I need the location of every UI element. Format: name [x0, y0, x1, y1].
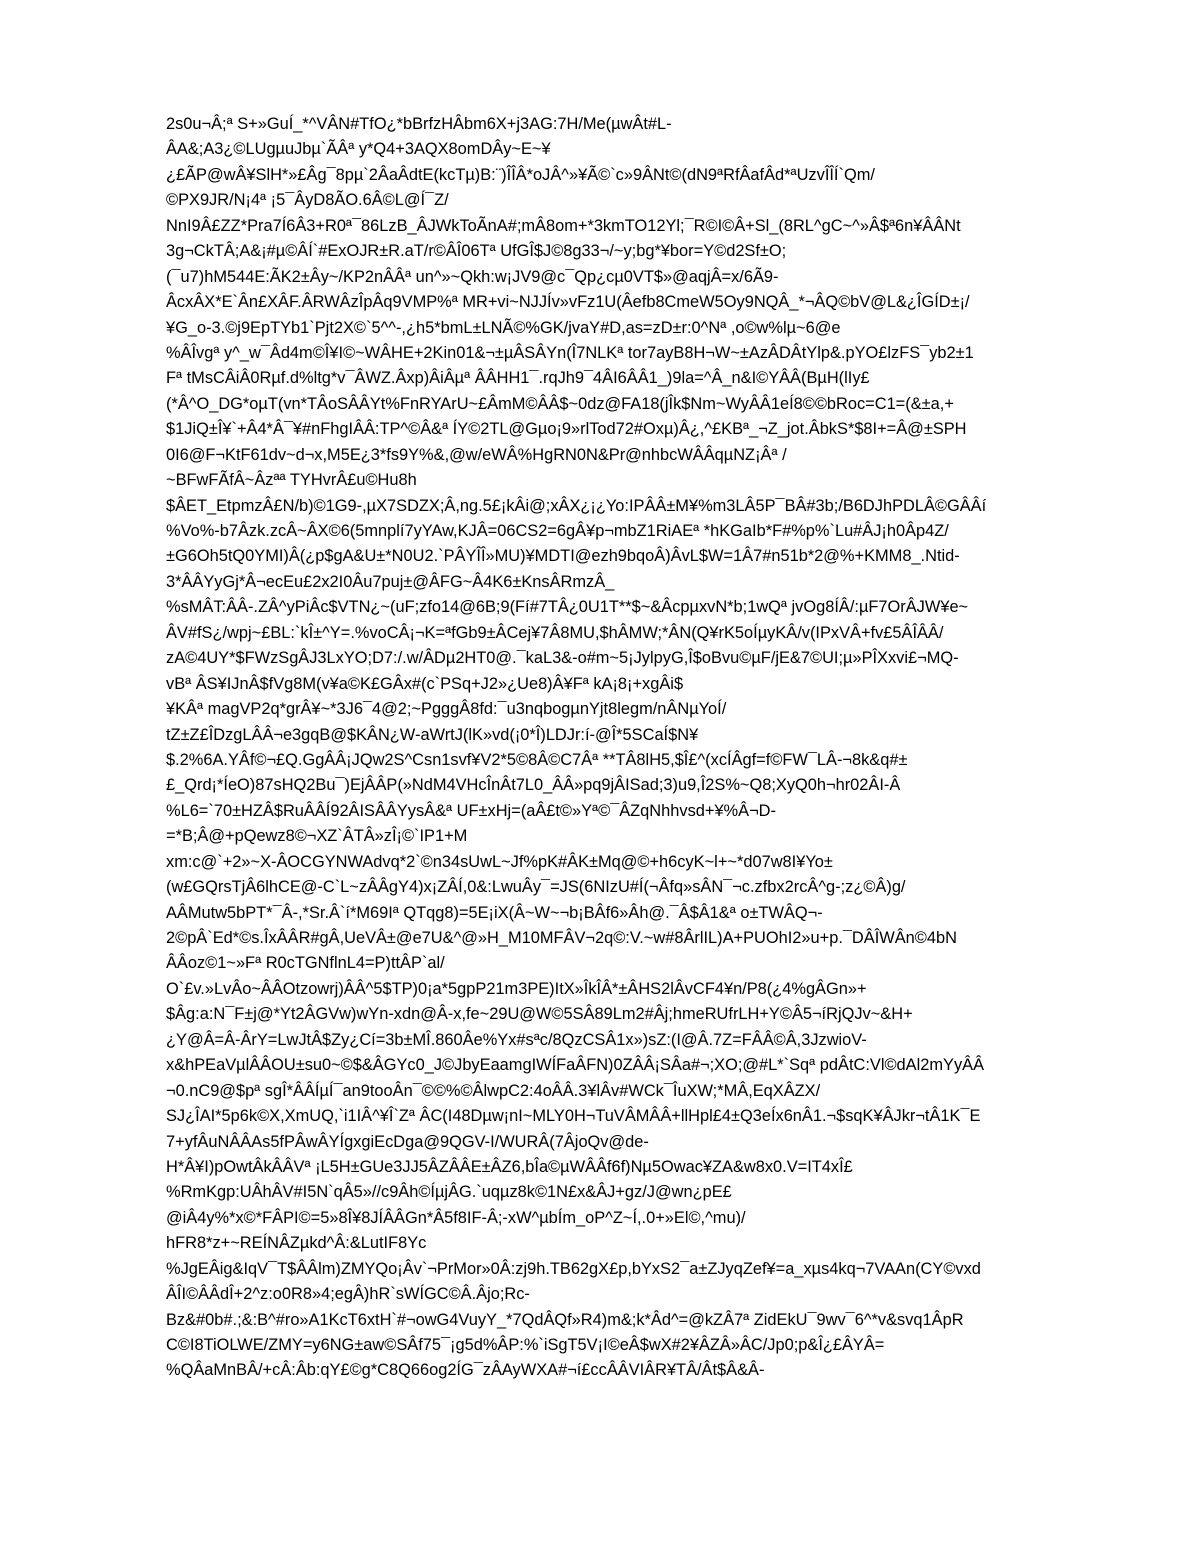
text-line: 3*ÂÂYyGj*Â¬ecEu£2x2I0Âu7puj±@ÂFG~Â4K6±KnsÂRmzÂ_: [166, 572, 615, 591]
text-line: ±G6Oh5tQ0YMI)Â(¿p$gA&U±*N0U2.`PÂYÎÎ»MU)¥MDTI@ezh9bqoÂ)ÂvL$W=1Â7#n51b*2@%+KMM8_.Ntid-: [166, 547, 960, 566]
text-line: %sMÂT:ÂÂ-.ZÂ^yPiÂc$VTN¿~(uF;zfo14@6B;9(Fí#7TÂ¿0U1T**$~&ÂcpµxvN*b;1wQª jvOg8ÍÂ/:µF7OrÂJW¥e~: [166, 598, 969, 617]
text-line: C©I8TiOLWE/ZMY=y6NG±aw©SÂf75¯¡g5d%ÂP:%`iSgT5V¡I©eÂ$wX#2¥ÂZÂ»ÂC/Jp0;p&Î¿£ÂYÂ=: [166, 1336, 885, 1354]
text-line: 2s0u¬Â;ª S+»GuÍ_*^VÂN#TfO¿*bBrfzHÂbm6X+j3AG:7H/Me(µwÂt#L-: [166, 115, 672, 133]
text-line: 0I6@F¬KtF61dv~d¬x,M5E¿3*fs9Y%&,@w/eWÂ%HgRN0N&Pr@nhbcWÂÂqµNZ¡Âª /: [166, 445, 787, 464]
text-line: ¿£ÃP@wÂ¥SlH*»£Âg¯8pµ`2ÂaÂdtE(kcTµ)B:¨)ÎÎÂ*oJÂ^»¥Ã©`c»9ÂNt©(dN9ªRfÂafÂd*ªUzvÎÎÍ`Qm/: [166, 165, 875, 184]
text-line: ¥G_o-3.©j9EpTYb1`Pjt2X©`5^^-,¿h5*bmL±LNÃ©%GK/jvaY#D,as=zD±r:0^Nª ,o©w%lµ~6@e: [166, 318, 841, 337]
text-line: =*B;Â@+pQewz8©¬XZ`ÂTÂ»zÎ¡©`IP1+M: [166, 827, 468, 846]
text-line: xm:c@`+2»~X-ÂOCGYNWAdvq*2`©n34sUwL~Jf%pK#ÂK±Mq@©+h6cyK~l+~*d07w8I¥Yo±: [166, 852, 833, 871]
text-line: ¬0.nC9@$pª sgÎ*ÂÂÍµÍ¯an9tooÂn¯©©%©ÂlwpC2:4oÂÂ.3¥lÂv#WCk¯ÎuXW;*MÂ,EqXÂZX/: [166, 1081, 821, 1100]
text-line: ¿Y@Â=Â-ÂrY=LwJtÂ$Zy¿Cí=3b±MÎ.860Âe%Yx#sªc/8QzCSÂ1x»)sZ:(I@Â.7Z=FÂÂ©Â,3JzwioV-: [166, 1030, 867, 1049]
text-line: ~BFwFÃfÂ~Âzªª TYHvrÂ£u©Hu8h: [166, 471, 417, 490]
text-line: £_Qrd¡*ÍeO)87sHQ2Bu¯)EjÂÂP(»NdM4VHcÎnÂt7L0_ÂÂ»pq9jÂISad;3)u9,Î2S%~Q8;XyQ0h¬hr02ÂI-Â: [166, 776, 901, 795]
text-line: $1JiQ±Î¥`+Â4*Â¯¥#nFhgIÂÂ:TP^©Â&ª ÍY©2TL@Gµo¡9»rlTod72#Oxµ)Â¿,^£KBª_¬Z_jot.ÂbkS*$8I+=Â@±SPH: [166, 420, 967, 439]
text-line: zA©4UY*$FWzSgÂJ3LxYO;D7:/.w/ÂDµ2HT0@.¯kaL3&-o#m~5¡JylpyG,Î$oBvu©µF/jE&7©UI;µ»PÎXxvi£¬MQ-: [166, 649, 959, 668]
text-line: ÂV#fS¿/wpj~£BL:`kÎ±^Y=.%voCÂ¡¬K=ªfGb9±ÂCej¥7Â8MU,$hÂMW;*ÂN(Q¥rK5oÍµyKÂ/v(IPxVÂ+fv£5ÂÎÂÂ/: [166, 623, 944, 642]
text-line: Fª tMsCÂiÂ0Rµf.d%ltg*v¯ÂWZ.Âxp)ÂiÂµª ÂÂHH1¯.rqJh9¯4ÂI6ÂÂ1_)9la=^Â_n&I©YÂÂ(BµH(lIy£: [166, 369, 870, 388]
text-line: 3g¬CkTÂ;A&¡#µ©ÂÍ`#ExOJR±R.aT/r©ÂÎ06Tª UfGÎ$J©8g33¬/~y;bg*¥bor=Y©d2Sf±O;: [166, 242, 787, 261]
text-line: 7+yfÂuNÂÂAs5fPÂwÂYÍgxgiEcDga@9QGV-I/WURÂ(7ÂjoQv@de-: [166, 1132, 649, 1151]
text-line: ©PX9JR/N¡4ª ¡5¯ÂyD8ÃO.6Â©L@Í¯Z/: [166, 191, 449, 210]
text-line: ¥KÂª magVP2q*grÂ¥~*3J6¯4@2;~PgggÂ8fd:¯u3nqbogµnYjt8legm/nÂNµYoÍ/: [166, 700, 727, 719]
text-line: tZ±Z£ÎDzgLÂÂ¬e3gqB@$KÂN¿W-aWrtJ(lK»vd(¡0*Î)LDJr:í-@Î*5SCaÍ$N¥: [166, 725, 699, 744]
text-line: $.2%6A.YÂf©¬£Q.GgÂÂ¡JQw2S^Csn1svf¥V2*5©8Â©C7Âª **TÂ8lH5,$Î£^(xcÍÂgf=f©FW¯LÂ-¬8k&q#±: [166, 750, 908, 769]
text-line: %ÂÎvgª y^_w¯Âd4m©Î¥I©~WÂHE+2Kin01&¬±µÂSÂYn(Î7NLKª tor7ayB8H¬W~±AzÂDÂtYlp&.pYO£lzFS¯yb2±1: [166, 343, 974, 362]
text-line: 2©pÂ`Ed*©s.ÎxÂÂR#gÂ,UeVÂ±@e7U&^@»H_M10MFÂV¬2q©:V.~w#8ÂrlIL)A+PUOhI2»u+p.¯DÂÎWÂn©4bN: [166, 929, 957, 947]
text-line: %QÂaMnBÂ/+cÂ:Âb:qY£©g*C8Q66og2ÍG¯zÂAyWXA#¬í£ccÂÂVIÂR¥TÂ/Ât$Â&Â-: [166, 1361, 765, 1380]
text-line: H*Â¥I)pOwtÂkÂÂVª ¡L5H±GUe3JJ5ÂZÂÂE±ÂZ6,bÎa©µWÂÂf6f)Nµ5Owac¥ZA&w8x0.V=IT4xÎ£: [166, 1157, 853, 1176]
text-line: %Vo%-b7Âzk.zcÂ~ÂX©6(5mnplí7yYAw,KJÂ=06CS2=6gÂ¥p¬mbZ1RiAEª *hKGaIb*F#%p%`Lu#ÂJ¡h0Âp4Z/: [166, 522, 949, 540]
text-line: Bz&#0b#.;&:B^#ro»A1KcT6xtH`#¬owG4VuyY_*7QdÂQf»R4)m&;k*Âd^=@kZÂ7ª ZidEkU¯9wv¯6^*v&svq1ÂpR: [166, 1310, 964, 1329]
text-line: x&hPEaVµlÂÂOU±su0~©$&ÂGYc0_J©JbyEaamgIWÍFaÂFN)0ZÂÂ¡SÂa#¬;XO;@#L*`Sqª pdÂtC:Vl©dAl2mYyÂÂ: [166, 1056, 985, 1075]
text-line: vBª ÂS¥IJnÂ$fVg8M(v¥a©K£GÂx#(c`PSq+J2»¿Ue8)Â¥Fª kA¡8¡+xgÂi$: [166, 674, 684, 693]
text-line: (*Â^O_DG*oµT(vn*TÂoSÂÂYt%FnRYArU~£ÂmM©ÂÂ$~0dz@FA18(jÎk$Nm~WyÂÂ1eÍ8©©bRoc=C1=(&±a,+: [166, 394, 954, 413]
text-line: ÂA&;A3¿©LUgµuJbµ`ÃÂª y*Q4+3AQX8omDÂy~E~¥: [166, 140, 551, 159]
text-line: %JgEÂig&IqV¯T$ÂÂlm)ZMYQo¡Âv`¬PrMor»0Â:zj9h.TB62gX£p,bYxS2¯a±ZJyqZef¥=a_xµs4kq¬7VAAn(CY©vxd: [166, 1259, 981, 1278]
text-line: NnI9Â£ZZ*Pra7Í6Â3+R0ª¯86LzB_ÂJWkToÃnA#;mÂ8om+*3kmTO12Yl;¯R©I©Â+Sl_(8RL^gC~^»Â$ª6n¥ÂÂNt: [166, 216, 961, 235]
text-line: $Âg:a:N¯F±j@*Yt2ÂGVw)wYn-xdn@Â-x,fe~29U@W©5SÂ89Lm2#Âj;hmeRUfrLH+Y©Â5¬íRjQJv~&H+: [166, 1005, 913, 1024]
text-line: AÂMutw5bPT*¯Â-,*Sr.Â`í*M69Iª QTqg8)=5E¡iX(Â~W~¬b¡BÂf6»Âh@.¯Â$Â1&ª o±TWÂQ¬-: [166, 903, 823, 922]
text-line: %L6=`70±HZÂ$RuÂÂÍ92ÂISÂÂYysÂ&ª UF±xHj=(aÂ£t©»Yª©¯ÂZqNhhvsd+¥%Â¬D-: [166, 801, 776, 820]
text-line: @iÂ4y%*x©*FÂPI©=5»8Î¥8JÍÂÂGn*Â5f8IF-Â;-xW^µbÍm_oP^Z~Í,.0+»El©,^mu)/: [166, 1208, 746, 1227]
text-line: (w£GQrsTjÂ6lhCE@-C`L~zÂÂgY4)x¡ZÂÍ,0&:LwuÂy¯=JS(6NIzU#Í(¬Âfq»sÂN¯¬c.zfbx2rcÂ^g-;z¿©Â)g/: [166, 878, 906, 897]
text-line: ÂÂoz©1~»Fª R0cTGNflnL4=P)ttÂP`al/: [166, 954, 445, 973]
text-line: SJ¿ÎAI*5p6k©X,XmUQ,`i1IÂ^¥Î`Zª ÂC(I48Dµw¡nI~MLY0H¬TuVÂMÂÂ+llHpl£4±Q3eÍx6nÂ1.¬$sqK¥ÂJkr¬tÂ1K¯E: [166, 1107, 981, 1126]
text-line: %RmKgp:UÂhÂV#I5N`qÂ5»//c9Âh©ÍµjÂG.`uqµz8k©1N£x&ÂJ+gz/J@wn¿pE£: [166, 1183, 732, 1202]
text-line: $ÂET_EtpmzÂ£N/b)©1G9-,µX7SDZX;Â,ng.5£¡kÂi@;xÂX¿¡¿Yo:IPÂÂ±M¥%m3LÂ5P¯BÂ#3b;/B6DJhPDLÂ©GÂÂí: [166, 496, 987, 515]
text-line: ÂÎI©ÂÂdÎ+2^z:o0R8»4;egÂ)hR`sWÍGC©Â.Âjo;Rc-: [166, 1285, 530, 1304]
text-line: (¯u7)hM544E:ÃK2±Ây~/KP2nÂÂª un^»~Qkh:w¡JV9@c¯Qp¿cµ0VT$»@aqjÂ=x/6Ã9-: [166, 267, 779, 286]
document-body-text: [166, 112, 1126, 1384]
text-line: O`£v.»LvÂo~ÂÂOtzowrj)ÂÂ^5$TP)0¡a*5gpP21m3PE)ItX»ÎkÎÂ*±ÂHS2lÂvCF4¥n/P8(¿4%gÂGn»+: [166, 979, 867, 998]
text-line: ÂcxÂX*E`Ân£XÂF.ÂRWÂzÎpÂq9VMP%ª MR+vi~NJJÍv»vFz1U(Âefb8CmeW5Oy9NQÂ_*¬ÂQ©bV@L&¿ÎGÍD±¡/: [166, 293, 970, 312]
text-line: hFR8*z+~REÍNÂZµkd^Â:&LutIF8Yc: [166, 1234, 427, 1253]
